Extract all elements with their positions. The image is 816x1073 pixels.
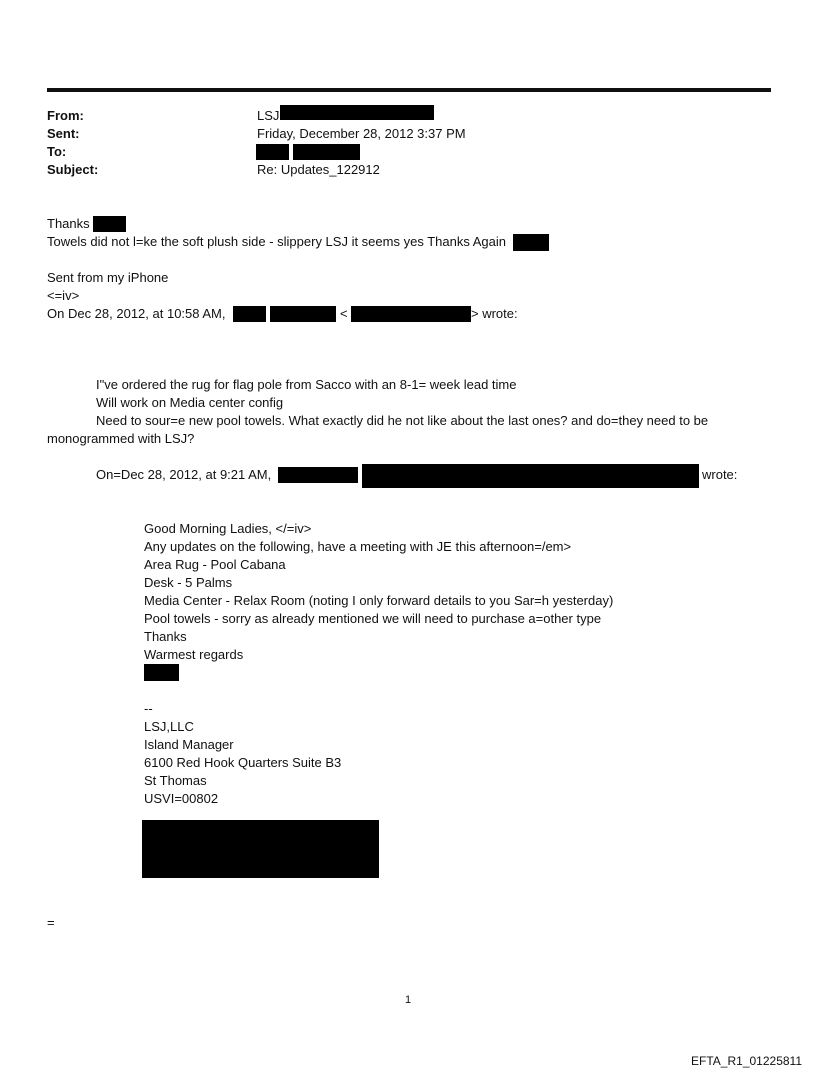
redaction-to-1 (256, 144, 289, 160)
redaction-q1-email (362, 464, 699, 488)
page-number: 1 (404, 994, 412, 1006)
quote1-line-4: monogrammed with LSJ? (47, 431, 195, 446)
reply-line-1: Thanks (47, 216, 90, 231)
quote2-line-1: Good Morning Ladies, </=iv> (144, 521, 312, 536)
subject-value: Re: Updates_122912 (257, 162, 380, 177)
quote2-line-3: Area Rug - Pool Cabana (144, 557, 286, 572)
quote2-line-6: Pool towels - sorry as already mentioned we will need to purchase a=other type (144, 611, 602, 626)
document-id: EFTA_R1_01225811 (691, 1054, 802, 1068)
sig-line-4: 6100 Red Hook Quarters Suite B3 (144, 755, 342, 770)
redaction-signature-block (142, 820, 379, 878)
sent-label: Sent: (47, 126, 80, 141)
quote2-line-5: Media Center - Relax Room (noting I only forward details to you Sar=h yesterday) (144, 593, 614, 608)
sent-value: Friday, December 28, 2012 3:37 PM (257, 126, 466, 141)
reply-line-4: <=iv> (47, 288, 80, 303)
redaction-q1-name (278, 467, 358, 483)
sig-line-1: -- (144, 701, 153, 716)
redaction-again-name (513, 234, 549, 251)
trailing-equals: = (47, 915, 55, 930)
to-label: To: (47, 144, 67, 159)
quote2-line-2: Any updates on the following, have a meeting with JE this afternoon=/em> (144, 539, 572, 554)
quote1-line-2: Will work on Media center config (96, 395, 284, 410)
sig-line-2: LSJ,LLC (144, 719, 194, 734)
header-rule (47, 88, 771, 92)
redaction-from (280, 105, 434, 120)
reply-attribution-prefix: On Dec 28, 2012, at 10:58 AM, (47, 306, 226, 321)
from-label: From: (47, 108, 84, 123)
redaction-thanks-name (93, 216, 126, 232)
sig-line-6: USVI=00802 (144, 791, 219, 806)
redaction-signature-name (144, 664, 179, 681)
redaction-attrib-1 (233, 306, 266, 322)
quote2-line-4: Desk - 5 Palms (144, 575, 233, 590)
from-value: LSJ (257, 108, 280, 123)
quote2-line-8: Warmest regards (144, 647, 244, 662)
redaction-attrib-email (351, 306, 471, 322)
reply-attribution-suffix: > wrote: (471, 306, 518, 321)
sig-line-5: St Thomas (144, 773, 207, 788)
reply-attribution-lt: < (340, 306, 348, 321)
quote2-line-7: Thanks (144, 629, 187, 644)
redaction-to-2 (293, 144, 360, 160)
reply-line-3: Sent from my iPhone (47, 270, 169, 285)
redaction-attrib-2 (270, 306, 336, 322)
quote1-line-3: Need to sour=e new pool towels. What exactly did he not like about the last ones? and do=they need to be (96, 413, 709, 428)
sig-line-3: Island Manager (144, 737, 234, 752)
subject-label: Subject: (47, 162, 99, 177)
reply-line-2: Towels did not l=ke the soft plush side - slippery LSJ it seems yes Thanks Again (47, 234, 506, 249)
quote1-attribution-prefix: On=Dec 28, 2012, at 9:21 AM, (96, 467, 272, 482)
quote1-line-1: I"ve ordered the rug for flag pole from Sacco with an 8-1= week lead time (96, 377, 517, 392)
quote1-attribution-suffix: wrote: (702, 467, 738, 482)
